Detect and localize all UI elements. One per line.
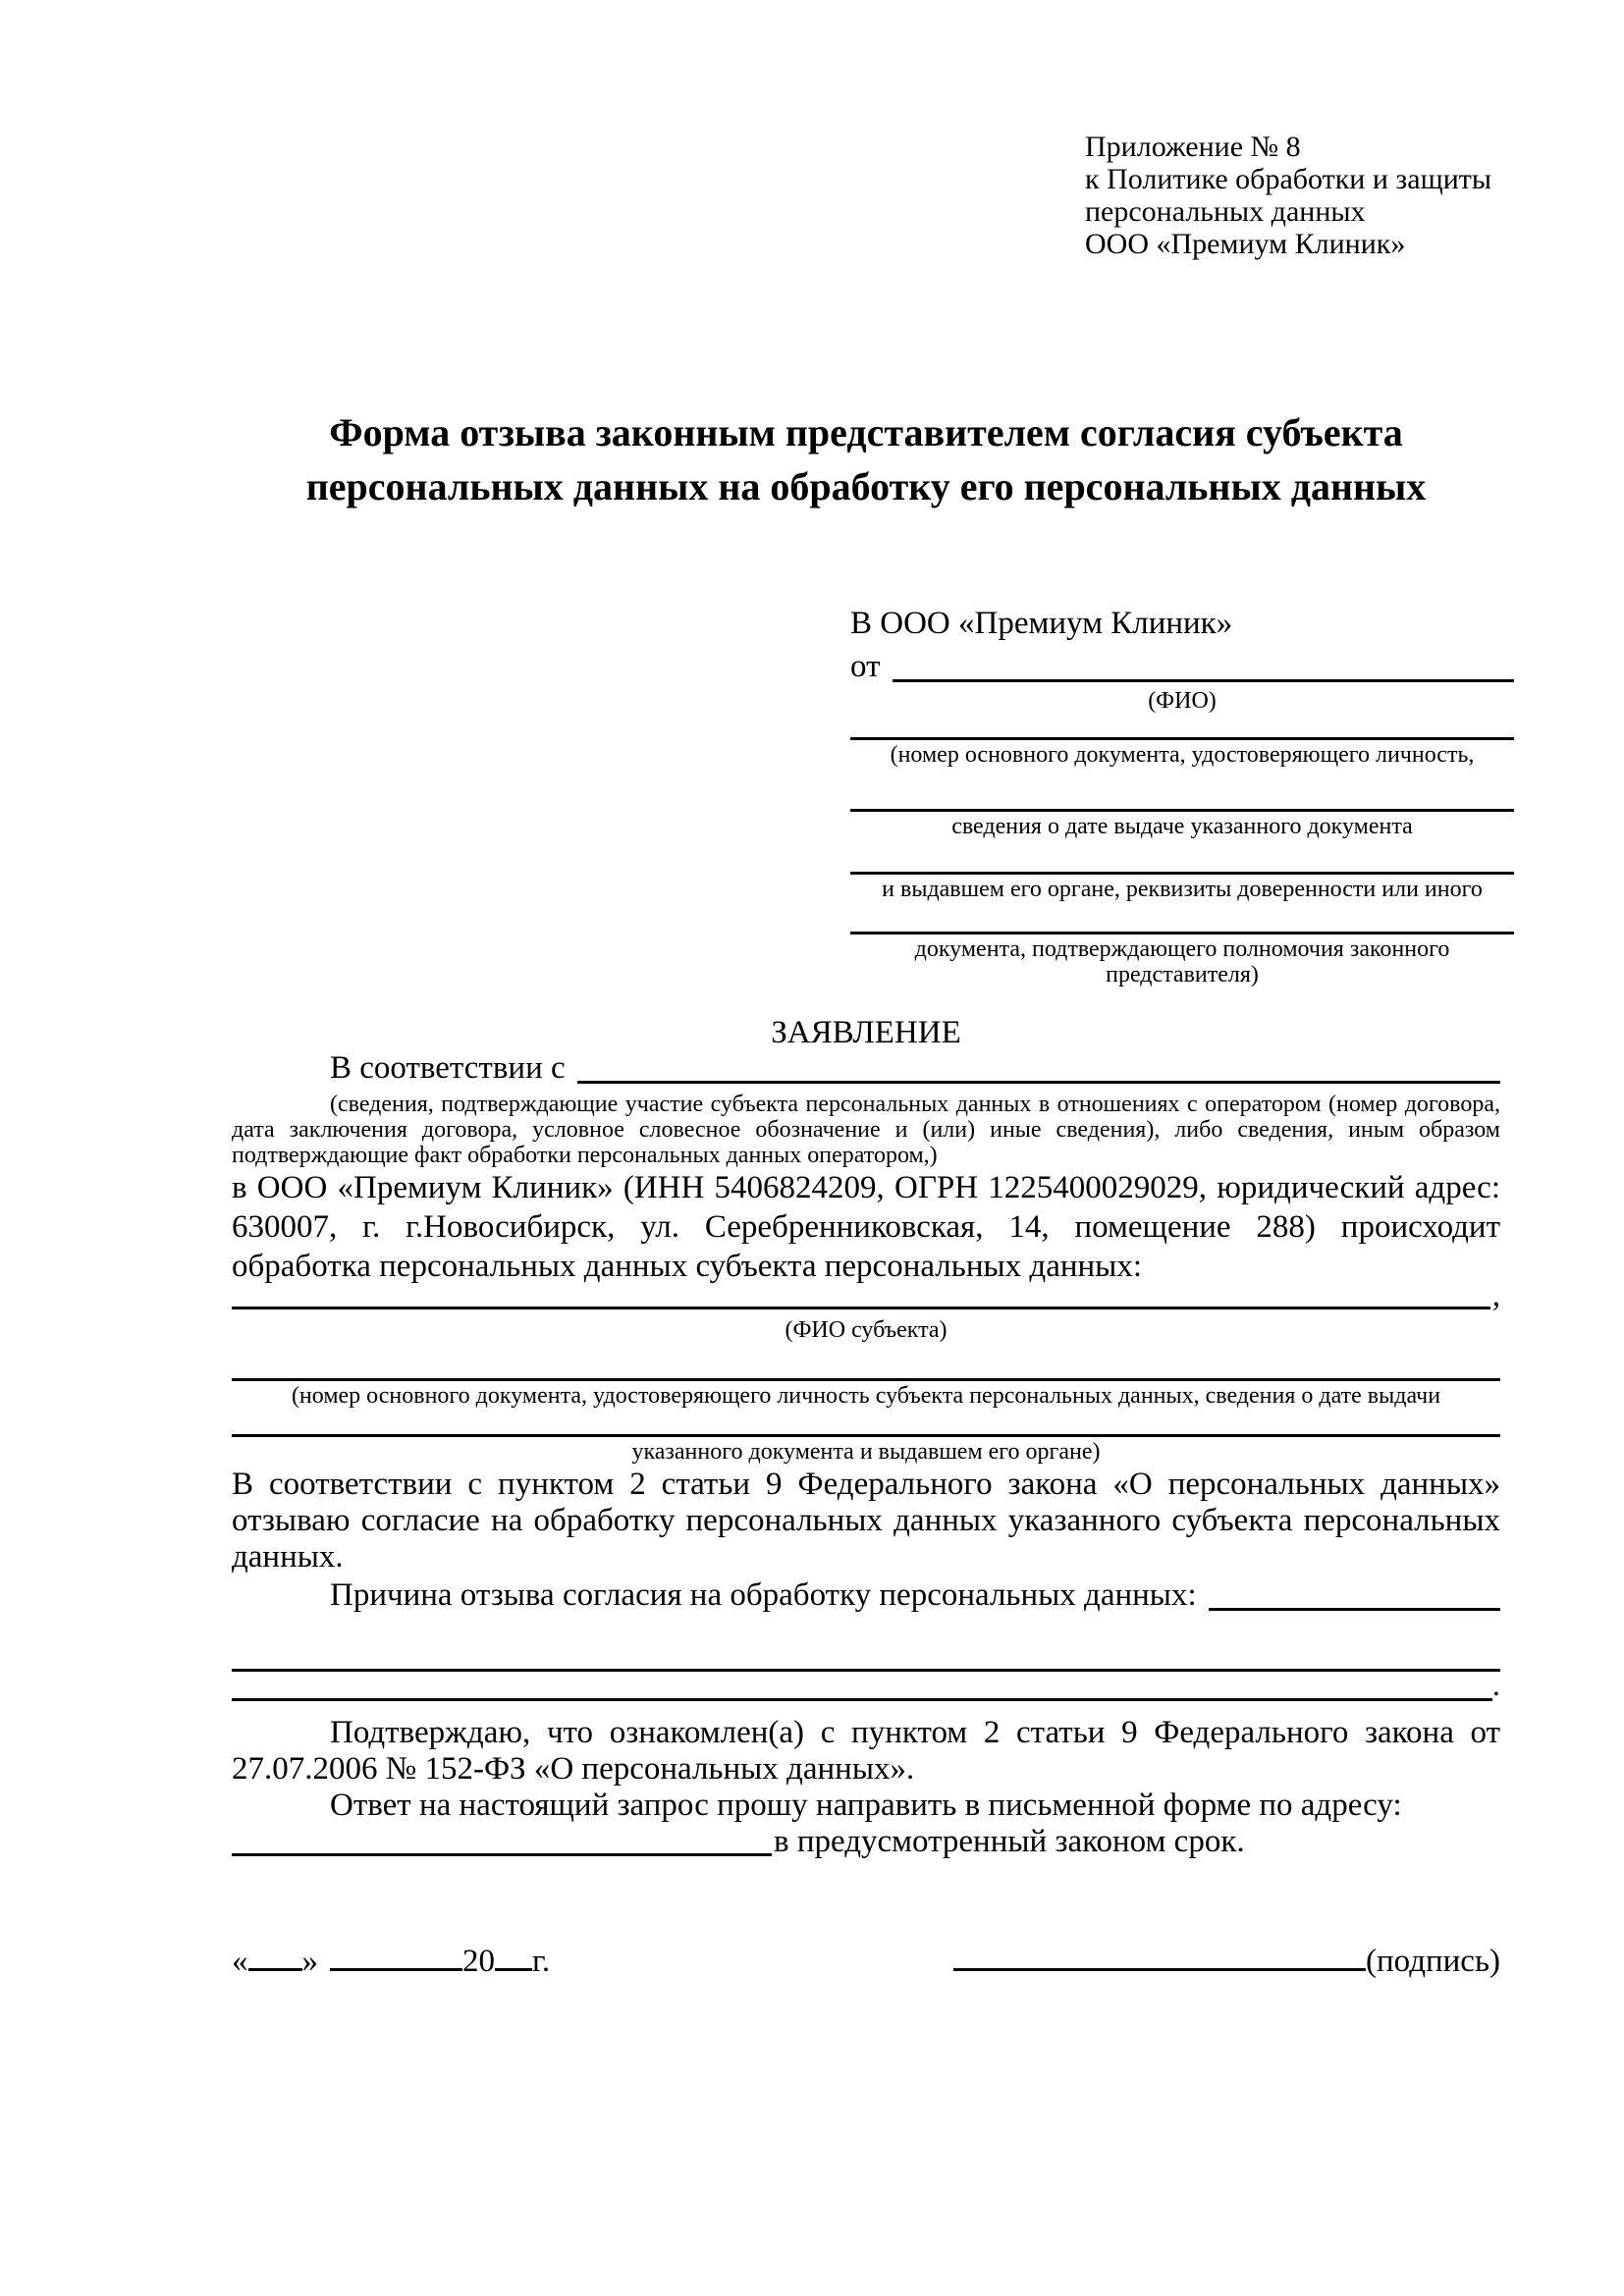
blank-line <box>232 1306 1490 1309</box>
subject-comma: , <box>1491 1278 1500 1313</box>
doc-authority-caption: и выдавшем его органе, реквизиты доверенности или иного <box>882 877 1483 902</box>
reason-label: Причина отзыва согласия на обработку персональных данных: <box>330 1577 1197 1613</box>
date-field <box>232 1942 550 1981</box>
reply-request-paragraph: Ответ на настоящий запрос прошу направить в письменной форме по адресу: <box>330 1788 1402 1823</box>
from-label: от <box>850 649 881 684</box>
document-title <box>232 405 1500 513</box>
appendix-note-line: Приложение № 8 <box>1085 131 1301 163</box>
appendix-note <box>1085 131 1537 260</box>
subject-doc-caption-2: указанного документа и выдавшем его органе) <box>631 1439 1101 1465</box>
blank-line <box>232 1697 1492 1701</box>
fio-caption: (ФИО) <box>1148 688 1217 714</box>
address-blank-line <box>232 1852 772 1856</box>
line-period: . <box>1491 1668 1500 1703</box>
from-line <box>850 647 1514 686</box>
signature-row <box>232 1942 1500 1985</box>
subject-fio-line <box>232 1278 1500 1315</box>
blank-line <box>1209 1607 1500 1611</box>
reason-line <box>232 1575 1500 1615</box>
blank-line <box>850 809 1514 812</box>
signature-field <box>953 1942 1500 1981</box>
statement-heading: ЗАЯВЛЕНИЕ <box>771 1015 961 1050</box>
date-day-blank <box>248 1966 302 1971</box>
appendix-note-line: ООО «Премиум Клиник» <box>1085 228 1406 260</box>
subject-fio-caption: (ФИО субъекта) <box>785 1317 947 1343</box>
year-suffix: г. <box>532 1944 551 1979</box>
according-line <box>232 1048 1500 1088</box>
operator-paragraph: в ООО «Премиум Клиник» (ИНН 5406824209, ОГРН 1225400029029, юридический адрес: 630007, г. г.Новосибирск, ул. Серебренниковская, 14, помещение 288) происходит обработка персональных данных субъекта персональных данных: <box>232 1170 1500 1284</box>
date-year-blank <box>495 1966 532 1971</box>
confirmation-paragraph: Подтверждаю, что ознакомлен(а) с пунктом 2 статьи 9 Федерального закона от 27.07.2006 № 152-ФЗ «О персональных данных». <box>232 1715 1500 1787</box>
blank-line <box>850 932 1514 934</box>
reply-address-line <box>232 1824 1500 1861</box>
representative-doc-caption: документа, подтверждающего полномочия законного представителя) <box>914 936 1450 988</box>
signature-caption: (подпись) <box>1366 1944 1500 1979</box>
addressee-org: В ООО «Премиум Клиник» <box>850 606 1233 641</box>
fio-blank-line <box>893 678 1515 682</box>
addressee-block <box>850 604 1514 988</box>
blank-line <box>577 1080 1500 1084</box>
appendix-note-line: к Политике обработки и защиты <box>1085 163 1492 195</box>
blank-line <box>850 872 1514 875</box>
doc-issue-date-caption: сведения о дате выдаче указанного документа <box>951 814 1413 839</box>
quote-open: « <box>232 1944 248 1979</box>
appendix-note-line: персональных данных <box>1085 195 1366 228</box>
blank-line <box>232 1434 1500 1437</box>
blank-line <box>850 737 1514 740</box>
document-title-line: Форма отзыва законным представителем согласия субъекта <box>329 410 1403 454</box>
date-month-blank <box>330 1966 462 1971</box>
statement-body <box>232 1048 1500 1985</box>
according-prefix: В соответствии с <box>330 1050 566 1086</box>
according-note: (сведения, подтверждающие участие субъекта персональных данных в отношениях с оператором (номер договора, дата заключения договора, условное словесное обозначение и (или) иные сведения), либо сведения, иным образом подтверждающие факт обработки персональных данных оператором,) <box>232 1092 1500 1168</box>
quote-close: » <box>301 1944 318 1979</box>
reply-suffix: в предусмотренный законом срок. <box>774 1824 1245 1859</box>
doc-number-caption: (номер основного документа, удостоверяющего личность, <box>890 742 1475 768</box>
blank-line <box>232 1378 1500 1381</box>
subject-doc-caption: (номер основного документа, удостоверяющего личность субъекта персональных данных, сведения о дате выдачи <box>291 1383 1441 1409</box>
withdrawal-paragraph: В соответствии с пунктом 2 статьи 9 Федерального закона «О персональных данных» отзываю согласие на обработку персональных данных указанного субъекта персональных данных. <box>232 1467 1500 1575</box>
signature-blank-line <box>953 1966 1366 1971</box>
reason-continuation-line <box>232 1668 1500 1705</box>
year-prefix: 20 <box>462 1944 495 1979</box>
document-title-line: персональных данных на обработку его персональных данных <box>305 464 1427 508</box>
